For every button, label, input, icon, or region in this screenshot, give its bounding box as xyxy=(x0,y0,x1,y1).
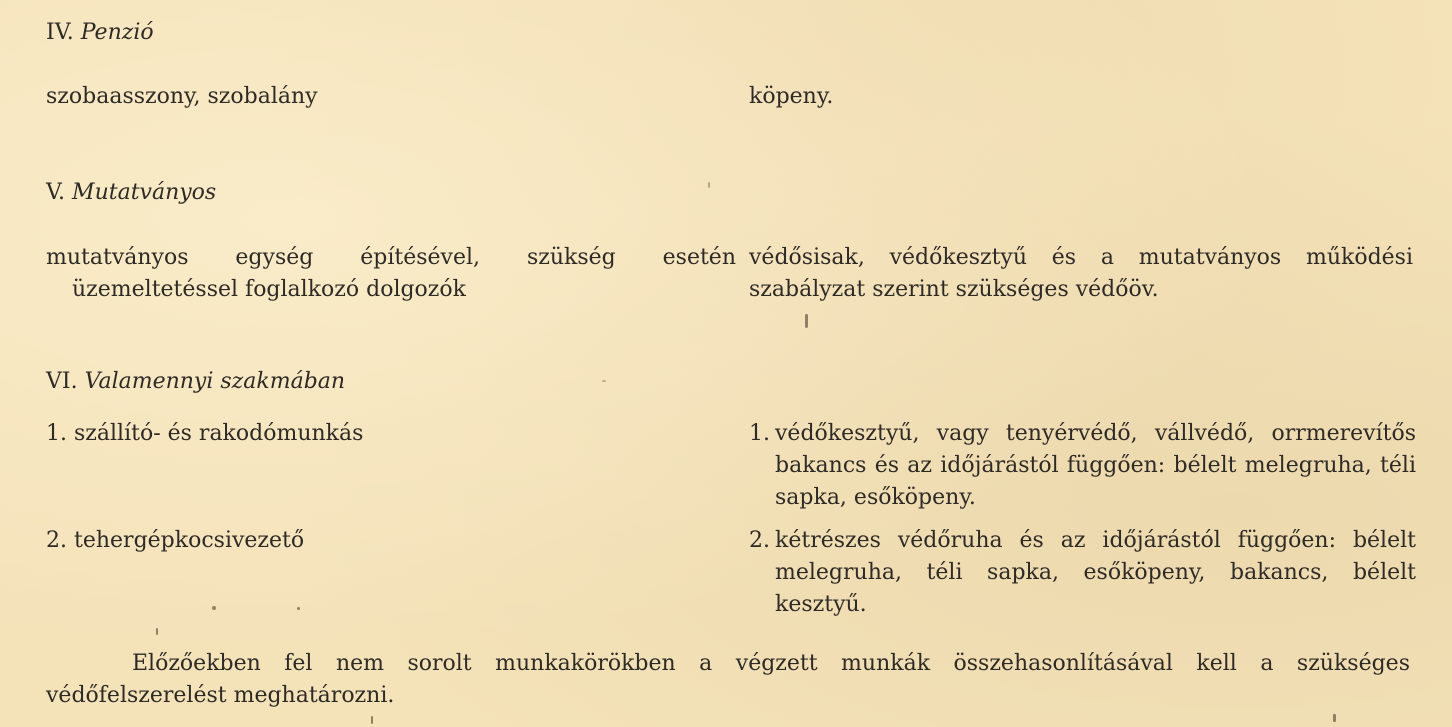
section-vi-title: Valamennyi szakmában xyxy=(84,369,346,394)
section-vi-row-2-right xyxy=(749,525,1416,621)
section-v-roman: V. xyxy=(46,180,66,205)
section-vi-heading xyxy=(46,366,345,398)
paper-speck xyxy=(297,607,300,610)
section-iv-row-1-left: szobaasszony, szobalány xyxy=(46,84,318,109)
section-vi-row-1-left-number: 1. xyxy=(46,421,67,446)
section-vi-row-2-left xyxy=(46,525,304,557)
paper-speck xyxy=(1333,714,1336,722)
section-v-row-1-right: védősisak, védőkesztyű és a mutatványos működési szabályzat szerint szükséges védőöv. xyxy=(749,245,1413,302)
section-iv-title: Penzió xyxy=(80,20,154,45)
section-iv-roman: IV. xyxy=(46,20,74,45)
paper-speck xyxy=(156,628,158,635)
section-vi-row-2-right-text: kétrészes védőruha és az időjárástól függően: bélelt melegruha, téli sapka, esőköpeny, bakancs, bélelt kesztyű. xyxy=(775,528,1416,617)
section-vi-row-1-right-number: 1. xyxy=(749,421,770,446)
section-vi-row-1-left-text: szállító- és rakodómunkás xyxy=(74,421,364,446)
paper-speck xyxy=(708,182,710,188)
closing-paragraph: Előzőekben fel nem sorolt munkakörökben a végzett munkák összehasonlításával kell a szükséges védőfelszerelést meghatározni. xyxy=(46,651,1410,708)
section-iv-row-1-right: köpeny. xyxy=(749,84,834,109)
section-v-title: Mutatványos xyxy=(72,180,217,205)
section-vi-row-1-left xyxy=(46,418,363,450)
section-vi-row-2-right-number: 2. xyxy=(749,528,770,553)
section-vi-row-2-left-number: 2. xyxy=(46,528,67,553)
section-vi-row-1-right-text: védőkesztyű, vagy tenyérvédő, vállvédő, orrmerevítős bakancs és az időjárástól függően: bélelt melegruha, téli sapka, esőköpeny. xyxy=(775,421,1416,510)
section-v-row-1-left: mutatványos egység építésével, szükség esetén üzemeltetéssel foglalkozó dolgozók xyxy=(46,245,736,302)
paper-speck xyxy=(371,716,373,724)
section-vi-row-1-right xyxy=(749,418,1416,514)
paper-speck xyxy=(212,606,216,610)
section-v-heading xyxy=(46,177,216,209)
section-vi-roman: VI. xyxy=(46,369,78,394)
paper-speck xyxy=(805,314,808,328)
paper-speck xyxy=(602,380,606,382)
section-vi-row-2-left-text: tehergépkocsivezető xyxy=(74,528,305,553)
section-iv-heading xyxy=(46,17,154,49)
